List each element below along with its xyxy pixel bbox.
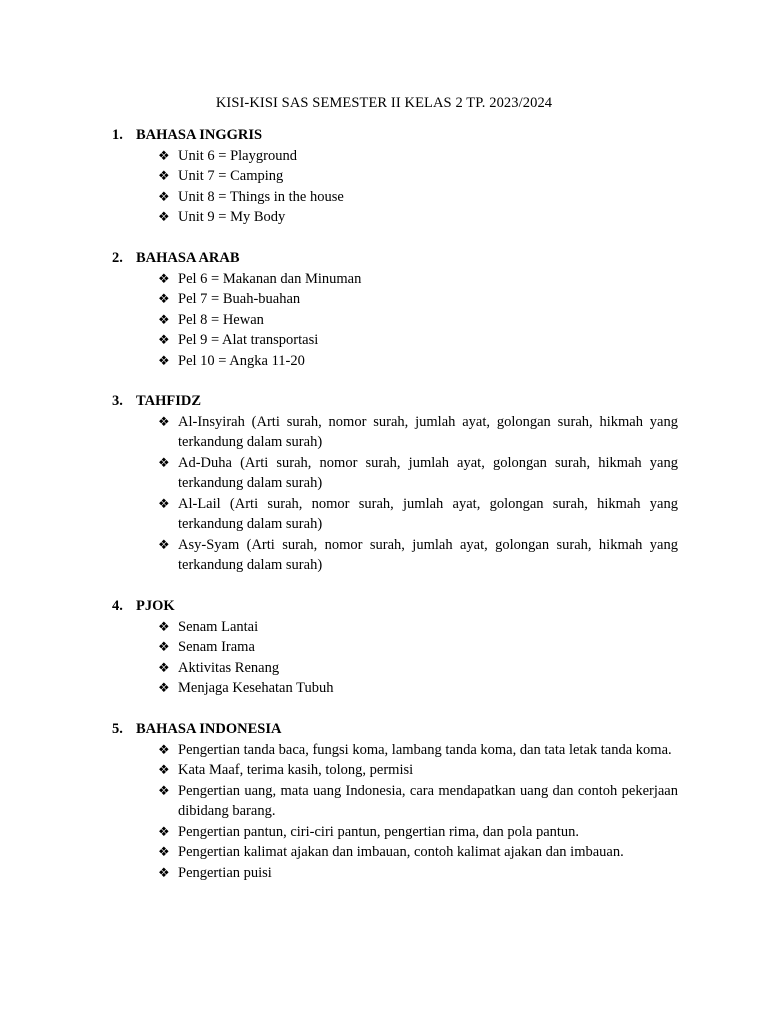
item-text: Ad-Duha (Arti surah, nomor surah, jumlah ayat, golongan surah, hikmah yang terkandung dalam surah) [178,454,678,491]
diamond-bullet-icon: ❖ [158,844,170,859]
item-text: Senam Lantai [178,618,259,635]
section-number: 3. [112,393,123,409]
item-text: Unit 8 = Things in the house [178,188,344,205]
item-text: Asy-Syam (Arti surah, nomor surah, jumlah ayat, golongan surah, hikmah yang terkandung dalam surah) [178,536,678,573]
section-heading [112,391,678,412]
list-item [112,822,678,843]
diamond-bullet-icon: ❖ [158,659,170,675]
item-text: Unit 7 = Camping [178,168,284,184]
section-bahasa-indonesia [112,719,678,883]
section-heading [112,596,678,617]
diamond-bullet-icon: ❖ [158,782,170,798]
item-text: Pel 10 = Angka 11-20 [178,352,305,369]
diamond-bullet-icon: ❖ [158,332,170,347]
item-text: Pengertian kalimat ajakan dan imbauan, contoh kalimat ajakan dan imbauan. [178,844,624,860]
section-heading [112,125,678,146]
list-item [112,330,678,351]
list-item [112,494,678,535]
list-item [112,617,678,638]
list-item [112,740,678,761]
diamond-bullet-icon: ❖ [158,413,170,429]
section-heading [112,719,678,740]
list-item [112,146,678,167]
document-title: KISI-KISI SAS SEMESTER II KELAS 2 TP. 2023/2024 [215,95,553,111]
item-text: Menjaga Kesehatan Tubuh [178,680,334,696]
item-text: Unit 9 = My Body [178,209,286,225]
diamond-bullet-icon: ❖ [158,495,170,511]
list-item [112,658,678,679]
item-text: Pel 8 = Hewan [178,311,264,328]
diamond-bullet-icon: ❖ [158,680,170,695]
item-text: Pel 9 = Alat transportasi [178,332,319,348]
section-bahasa-arab [112,248,678,371]
diamond-bullet-icon: ❖ [158,352,170,368]
diamond-bullet-icon: ❖ [158,454,170,470]
list-item [112,412,678,453]
diamond-bullet-icon: ❖ [158,741,170,757]
section-bahasa-inggris [112,125,678,228]
list-item [112,310,678,331]
item-text: Unit 6 = Playground [178,147,297,164]
item-text: Aktivitas Renang [178,659,280,676]
diamond-bullet-icon: ❖ [158,762,170,777]
section-name: PJOK [136,598,175,614]
diamond-bullet-icon: ❖ [158,639,170,654]
item-list [112,412,678,576]
section-name: BAHASA INGGRIS [136,127,263,143]
list-item [112,453,678,494]
list-item [112,269,678,290]
diamond-bullet-icon: ❖ [158,311,170,327]
section-name: BAHASA ARAB [136,250,240,266]
list-item [112,842,678,863]
list-item [112,535,678,576]
item-list [112,269,678,372]
diamond-bullet-icon: ❖ [158,270,170,286]
list-item [112,351,678,372]
item-text: Kata Maaf, terima kasih, tolong, permisi [178,762,414,778]
section-heading [112,248,678,269]
section-number: 1. [112,127,123,143]
diamond-bullet-icon: ❖ [158,536,170,552]
list-item [112,678,678,699]
item-text: Al-Lail (Arti surah, nomor surah, jumlah ayat, golongan surah, hikmah yang terkandung dalam surah) [178,495,678,532]
item-text: Al-Insyirah (Arti surah, nomor surah, jumlah ayat, golongan surah, hikmah yang terkandung dalam surah) [178,413,678,450]
list-item [112,187,678,208]
list-item [112,207,678,228]
diamond-bullet-icon: ❖ [158,823,170,839]
item-text: Pengertian tanda baca, fungsi koma, lambang tanda koma, dan tata letak tanda koma. [178,741,672,758]
section-name: BAHASA INDONESIA [136,721,282,737]
item-list [112,740,678,884]
diamond-bullet-icon: ❖ [158,209,170,224]
section-tahfidz [112,391,678,576]
item-text: Senam Irama [178,639,255,655]
item-text: Pel 6 = Makanan dan Minuman [178,270,362,287]
diamond-bullet-icon: ❖ [158,618,170,634]
list-item [112,166,678,187]
list-item [112,760,678,781]
section-number: 4. [112,598,123,614]
item-text: Pengertian puisi [178,864,272,881]
list-item [112,637,678,658]
section-number: 5. [112,721,123,737]
item-text: Pengertian pantun, ciri-ciri pantun, pengertian rima, dan pola pantun. [178,823,580,840]
item-list [112,617,678,699]
section-pjok [112,596,678,699]
diamond-bullet-icon: ❖ [158,188,170,204]
item-text: Pel 7 = Buah-buahan [178,291,301,307]
section-number: 2. [112,250,123,266]
diamond-bullet-icon: ❖ [158,291,170,306]
diamond-bullet-icon: ❖ [158,168,170,183]
list-item [112,863,678,884]
section-name: TAHFIDZ [136,393,201,409]
diamond-bullet-icon: ❖ [158,147,170,163]
item-list [112,146,678,228]
list-item [112,781,678,822]
diamond-bullet-icon: ❖ [158,864,170,880]
list-item [112,289,678,310]
item-text: Pengertian uang, mata uang Indonesia, cara mendapatkan uang dan contoh pekerjaan dibidang barang. [178,782,678,819]
